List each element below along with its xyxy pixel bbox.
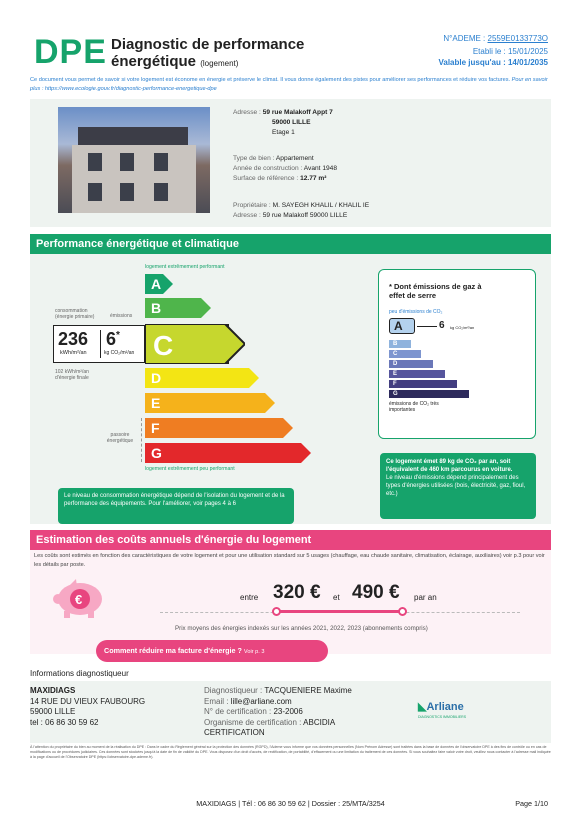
current-class-letter: C: [153, 330, 174, 361]
price-range-fill: [276, 610, 404, 613]
arliane-logo: [418, 700, 464, 713]
dpe-logo: DPE: [34, 33, 107, 71]
year-value: Avant 1948: [303, 165, 337, 172]
scale-bottom-label: logement extrêmement peu performant: [145, 466, 235, 472]
energy-class-bar-e: E: [145, 393, 265, 413]
document-title-line2-text: énergétique: [111, 53, 197, 70]
type-label: Type de bien :: [233, 155, 276, 162]
ghg-pointer-line: [417, 326, 437, 327]
ghg-bar-f: F: [389, 380, 457, 388]
ghg-class-current: [389, 318, 415, 334]
ademe-number-label: N°ADEME :: [443, 34, 488, 43]
price-min: 320 €: [273, 582, 321, 603]
emission-unit: kg CO₂/m²/an: [104, 350, 135, 356]
ghg-bar-d: D: [389, 360, 433, 368]
energy-class-current-c: [145, 324, 229, 364]
type-value: Appartement: [275, 155, 314, 162]
ghg-bar-g: G: [389, 390, 469, 398]
costs-description: Les coûts sont estimés en fonction des caractéristiques de votre logement et pour une utilisation standard sur 5 usages (chauffage, eau chaude sanitaire, climatisation, éclairage, auxiliaires) voir p.3 pour voir les détails par poste.: [34, 553, 545, 568]
conso-value: 236: [58, 329, 89, 349]
property-details-block: [233, 154, 337, 184]
property-address-block: [233, 108, 333, 138]
surface-value: 12.77 m²: [300, 175, 327, 182]
reduce-bill-button[interactable]: [96, 640, 328, 662]
ghg-value: 6: [439, 320, 445, 331]
document-title-line1: Diagnostic de performance: [111, 36, 305, 53]
diag-cert-label: N° de certification :: [204, 707, 274, 716]
emission-value-wrap: [106, 329, 120, 350]
valid-until-date: Valable jusqu'au : 14/01/2035: [438, 58, 548, 67]
energy-class-bar-d: D: [145, 368, 249, 388]
company-block: [30, 686, 145, 728]
company-name: MAXIDIAGS: [30, 686, 76, 695]
passoire-label: passoire énergétique: [106, 432, 134, 444]
price-per-year-label: par an: [414, 593, 437, 602]
diag-cert-value: 23-2006: [273, 707, 303, 716]
diag-name-value: TACQUENIERE Maxime: [264, 686, 352, 695]
document-title-suffix: (logement): [200, 59, 239, 68]
company-address1: 14 RUE DU VIEUX FAUBOURG: [30, 696, 146, 706]
conso-label: consommation (énergie primaire): [55, 308, 95, 320]
energy-class-bar-b: B: [145, 298, 201, 318]
address-line2: 59000 LILLE: [272, 119, 311, 126]
intro-more-link[interactable]: Pour en savoir plus : https://www.ecologie.gouv.fr/diagnostic-performance-energetique-dpe: [30, 77, 548, 92]
ghg-unit: kg CO₂/m²/an: [450, 325, 475, 330]
ghg-bar-c: C: [389, 350, 421, 358]
conso-unit: kWh/m²/an: [60, 350, 87, 356]
address-label: Adresse :: [233, 109, 263, 116]
final-energy-label: 102 kWh/m²/an d'énergie finale: [55, 369, 89, 381]
ghg-bottom-label: émissions de CO₂ très importantes: [389, 401, 439, 413]
emission-label: émissions: [110, 313, 133, 319]
emission-star: *: [116, 330, 120, 341]
ghg-bar-b: B: [389, 340, 411, 348]
price-note: Prix moyens des énergies indexés sur les années 2021, 2022, 2023 (abonnements compris): [175, 625, 428, 632]
ademe-number-link[interactable]: 2559E0133773O: [487, 34, 548, 43]
diag-email-value[interactable]: lille@arliane.com: [230, 696, 292, 706]
intro-text: [30, 76, 555, 93]
passoire-divider: [141, 418, 142, 462]
arliane-logo-text: Arliane: [426, 701, 464, 713]
costs-section-header: Estimation des coûts annuels d'énergie du logement: [30, 530, 551, 550]
energy-class-bar-f: F: [145, 418, 283, 438]
footer-text: MAXIDIAGS | Tél : 06 86 30 59 62 | Dossier : 25/MTA/3254: [196, 799, 385, 808]
year-label: Année de construction :: [233, 165, 304, 172]
conso-emission-box: [53, 325, 145, 363]
company-address2: 59000 LILLE: [30, 707, 76, 716]
diag-org-label: Organisme de certification :: [204, 717, 304, 727]
consumption-info-callout: Le niveau de consommation énergétique dépend de l'isolation du logement et de la performance des équipements. Pour l'améliorer, voir pages 4 à 6: [58, 488, 294, 524]
price-max: 490 €: [352, 582, 400, 603]
svg-text:€: €: [75, 592, 83, 607]
ghg-panel: [378, 269, 536, 439]
diag-name-label: Diagnostiqueur :: [204, 686, 265, 695]
scale-top-label: logement extrêmement performant: [145, 264, 225, 270]
diagnostician-block: [204, 686, 352, 739]
ghg-class-letter: A: [394, 319, 403, 333]
price-et-label: et: [333, 593, 340, 602]
owner-value: M. SAYEGH KHALIL / KHALIL IE: [272, 202, 370, 209]
arliane-logo-mark: ◣: [418, 701, 427, 713]
emissions-info-text: Le niveau d'émissions dépend principalement des types d'énergies utilisées (bois, électricité, gaz, fioul, etc.): [386, 475, 526, 497]
intro-body: Ce document vous permet de savoir si votre logement est économe en énergie et préserve le climat. Il vous donne également des pistes pour améliorer ses performances et réduire vos factures.: [30, 77, 511, 83]
owner-address-label: Adresse :: [233, 212, 263, 219]
energy-class-bar-a: A: [145, 274, 163, 294]
document-title-line2: [111, 53, 238, 70]
reduce-bill-page: Voir p. 3: [243, 649, 265, 655]
diag-org-value: ABCIDIA: [303, 717, 336, 727]
diag-email-label: Email :: [204, 696, 231, 706]
emissions-info-bold: Ce logement émet 89 kg de CO₂ par an, soit l'équivalent de 460 km parcourus en voiture.: [386, 459, 513, 473]
page-number: Page 1/10: [515, 799, 548, 808]
diag-org-value2: CERTIFICATION: [204, 728, 265, 737]
owner-block: [233, 201, 369, 221]
address-line3: Etage 1: [272, 129, 295, 136]
piggy-bank-icon: [50, 577, 106, 619]
performance-section-header: Performance énergétique et climatique: [30, 234, 551, 254]
price-entre-label: entre: [240, 593, 259, 602]
owner-label: Propriétaire :: [233, 202, 273, 209]
address-line1: 59 rue Malakoff Appt 7: [262, 109, 333, 116]
owner-address-value: 59 rue Malakoff 59000 LILLE: [262, 212, 348, 219]
price-range-min-dot: [272, 607, 281, 616]
price-range-max-dot: [398, 607, 407, 616]
ademe-number: [443, 34, 548, 43]
arliane-logo-subtitle: DIAGNOSTICS IMMOBILIERS: [418, 715, 467, 719]
ghg-top-label: peu d'émissions de CO₂: [389, 309, 443, 315]
diagnostician-section-title: Informations diagnostiqueur: [30, 669, 129, 678]
property-photo: [58, 107, 210, 213]
legal-notice: À l'attention du propriétaire du bien au moment de la réalisation du DPE : Dans le cadre du Règlement général sur la protection des données (RGPD), l'Ademe vous informe que vos données personnelles (Nom Prénom Adresse) sont traitées dans la base de données de l'observatoire DPE à des fins de contrôle ou en cas de modifications ou de procédures judiciaires. Ces données sont stockées jusqu'à la date de fin de validité du DPE. Vous disposez d'un droit d'accès, de rectification, de portabilité, d'effacement ou une limitation du traitement de ces données. Si vous souhaitez faire valoir votre droit, veuillez nous contacter à l'adresse mail indiquée à la page d'accueil de l'Observatoire DPE (https://observatoire-dpe.ademe.fr).: [30, 745, 551, 759]
ghg-title: * Dont émissions de gaz à effet de serre: [389, 282, 482, 300]
emission-value: 6: [106, 329, 117, 349]
established-date: Etabli le : 15/01/2025: [472, 47, 548, 56]
ghg-bar-e: E: [389, 370, 445, 378]
reduce-bill-label: Comment réduire ma facture d'énergie ?: [104, 646, 242, 655]
surface-label: Surface de référence :: [233, 175, 301, 182]
company-tel: tel : 06 86 30 59 62: [30, 717, 99, 727]
energy-class-bar-g: G: [145, 443, 301, 463]
emissions-info-callout: [380, 453, 536, 519]
